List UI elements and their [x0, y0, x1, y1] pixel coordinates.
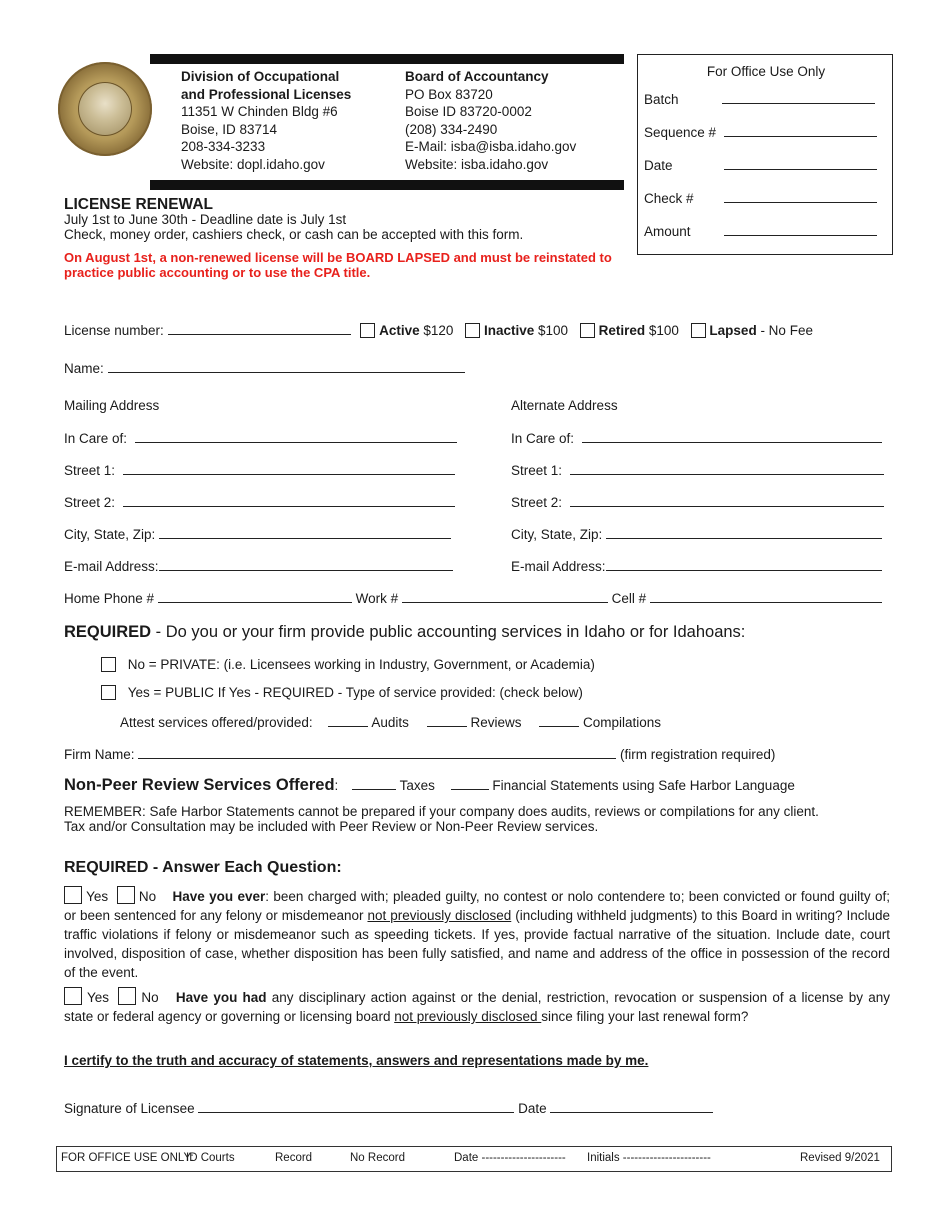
- board-name: Board of Accountancy: [405, 69, 549, 84]
- q1-lead: Have you ever: [172, 889, 266, 904]
- audits-input[interactable]: [328, 714, 368, 727]
- taxes-label: Taxes: [399, 778, 435, 793]
- q2-no-checkbox[interactable]: [118, 987, 136, 1005]
- footer-initials: Initials -----------------------: [587, 1152, 711, 1164]
- cell-phone-input[interactable]: [650, 590, 882, 603]
- street1-label: Street 1:: [64, 463, 116, 478]
- mailing-email-input[interactable]: [159, 558, 453, 571]
- home-phone-label: Home Phone #: [64, 591, 155, 606]
- q2-yes-checkbox[interactable]: [64, 987, 82, 1005]
- board-phone: (208) 334-2490: [405, 121, 498, 137]
- cell-phone-label: Cell #: [611, 591, 647, 606]
- lapsed-fee: - No Fee: [756, 323, 813, 338]
- financial-statements-label: Financial Statements using Safe Harbor Language: [492, 778, 795, 793]
- services-yes-checkbox[interactable]: [101, 685, 116, 700]
- office-field-line: [724, 157, 877, 170]
- office-field-sequence: [644, 124, 877, 140]
- office-field-line: [724, 223, 877, 236]
- questions-title: REQUIRED - Answer Each Question:: [64, 859, 342, 876]
- retired-checkbox[interactable]: [580, 323, 595, 338]
- alternate-city-input[interactable]: [606, 526, 882, 539]
- office-use-box: [637, 54, 893, 255]
- q1-text-part2: (including withheld judgments) to this Board in writing? Include traffic violations if felony or misdemeanor such as speeding tickets. If yes, provide factual narrative of the situation. Include date, court involved, disposition of case, whether disposition has been fully satisfied, and name and address of the office in possession of the record of the event.: [64, 908, 890, 980]
- financial-statements-input[interactable]: [451, 777, 489, 790]
- inactive-fee: $100: [534, 323, 569, 338]
- alternate-in-care-of-row: [511, 430, 882, 446]
- alternate-email-input[interactable]: [606, 558, 882, 571]
- office-field-label: Sequence #: [644, 125, 717, 140]
- signature-label: Signature of Licensee: [64, 1101, 195, 1116]
- services-question-text: - Do you or your firm provide public accounting services in Idaho or for Idahoans:: [151, 623, 746, 641]
- remember-line2: Tax and/or Consultation may be included with Peer Review or Non-Peer Review services.: [64, 819, 599, 834]
- footer-office-use-box: [56, 1146, 892, 1172]
- taxes-input[interactable]: [352, 777, 396, 790]
- inactive-label: Inactive: [483, 323, 535, 338]
- city-state-zip-label: City, State, Zip:: [511, 527, 603, 542]
- board-email: E-Mail: isba@isba.idaho.gov: [405, 139, 577, 154]
- office-field-label: Amount: [644, 224, 691, 239]
- email-label: E-mail Address:: [511, 559, 606, 574]
- footer-revised: Revised 9/2021: [800, 1152, 880, 1164]
- name-label: Name:: [64, 361, 104, 376]
- mailing-in-care-of-input[interactable]: [135, 430, 457, 443]
- license-number-input[interactable]: [168, 322, 351, 335]
- office-field-check: [644, 190, 877, 206]
- division-address: 11351 W Chinden Bldg #6: [181, 104, 338, 119]
- board-website: Website: isba.idaho.gov: [405, 156, 549, 172]
- renewal-title: LICENSE RENEWAL: [64, 196, 213, 213]
- division-website: Website: dopl.idaho.gov: [181, 156, 325, 172]
- renewal-warning-line2: practice public accounting or to use the CPA title.: [64, 264, 371, 280]
- mailing-street1-row: [64, 462, 455, 478]
- remember-line1: REMEMBER: Safe Harbor Statements cannot be prepared if your company does audits, reviews or compilations for any client.: [64, 804, 819, 819]
- mailing-city-input[interactable]: [159, 526, 451, 539]
- street2-label: Street 2:: [64, 495, 116, 510]
- city-state-zip-label: City, State, Zip:: [64, 527, 156, 542]
- alternate-city-row: [511, 526, 882, 542]
- firm-name-input[interactable]: [138, 746, 616, 759]
- footer-office-use-label: FOR OFFICE USE ONLY:: [61, 1152, 194, 1164]
- street1-label: Street 1:: [511, 463, 563, 478]
- division-name-line2: and Professional Licenses: [181, 86, 352, 102]
- office-field-line: [722, 91, 875, 104]
- division-contact-block: [181, 68, 351, 173]
- footer-id-courts: ID Courts: [186, 1152, 235, 1164]
- signature-input[interactable]: [198, 1100, 514, 1113]
- office-field-date: [644, 157, 877, 173]
- certify-statement: I certify to the truth and accuracy of statements, answers and representations made by me.: [64, 1053, 649, 1068]
- compilations-label: Compilations: [583, 715, 662, 730]
- alternate-street1-row: [511, 462, 884, 478]
- renewal-payment: Check, money order, cashiers check, or cash can be accepted with this form.: [64, 227, 524, 242]
- work-phone-label: Work #: [355, 591, 399, 606]
- signature-row: [64, 1100, 713, 1116]
- header-top-bar: [150, 54, 624, 64]
- audits-label: Audits: [371, 715, 409, 730]
- q1-text-part1: : been charged with; pleaded guilty, no contest or nolo contendere to; been convicted or found guilty of; or been sentenced for any felony or misdemeanor: [64, 889, 890, 923]
- q1-no-label: No: [138, 889, 157, 904]
- footer-record: Record: [275, 1152, 313, 1164]
- mailing-in-care-of-row: [64, 430, 457, 446]
- reviews-input[interactable]: [427, 714, 467, 727]
- active-fee: $120: [419, 323, 454, 338]
- q2-underlined: not previously disclosed: [394, 1009, 542, 1024]
- alternate-street2-input[interactable]: [570, 494, 884, 507]
- non-peer-title: Non-Peer Review Services Offered: [64, 776, 335, 794]
- firm-name-label: Firm Name:: [64, 747, 135, 762]
- footer-date: Date ----------------------: [454, 1152, 566, 1164]
- division-phone: 208-334-3233: [181, 139, 266, 154]
- firm-name-note: (firm registration required): [620, 747, 776, 762]
- lapsed-checkbox[interactable]: [691, 323, 706, 338]
- q2-text-part2: since filing your last renewal form?: [541, 1009, 749, 1024]
- header-bottom-bar: [150, 180, 624, 190]
- name-input[interactable]: [108, 360, 465, 373]
- services-no-row: [101, 657, 595, 672]
- office-field-label: Batch: [644, 92, 679, 107]
- q2-yes-label: Yes: [86, 990, 109, 1005]
- compilations-input[interactable]: [539, 714, 579, 727]
- attest-label: Attest services offered/provided:: [120, 715, 313, 730]
- signature-date-label: Date: [518, 1101, 547, 1116]
- alternate-in-care-of-input[interactable]: [582, 430, 882, 443]
- q2-text-part1: any disciplinary action against or the denial, restriction, revocation or suspension of a license by any state or federal agency or governing or licensing board: [64, 990, 890, 1024]
- office-field-amount: [644, 223, 877, 239]
- phone-row: [64, 590, 882, 606]
- non-peer-row: Non-Peer Review Services Offered: Taxes Financial Statements using Safe Harbor Language: [64, 776, 795, 794]
- in-care-of-label: In Care of:: [511, 431, 575, 446]
- renewal-period: July 1st to June 30th - Deadline date is July 1st: [64, 212, 347, 227]
- office-field-label: Check #: [644, 191, 694, 206]
- board-po-box: PO Box 83720: [405, 86, 493, 102]
- q1-no-checkbox[interactable]: [117, 886, 135, 904]
- license-row: [64, 322, 813, 338]
- mailing-address-title: Mailing Address: [64, 398, 160, 413]
- firm-name-row: [64, 746, 775, 762]
- lapsed-label: Lapsed: [709, 323, 757, 338]
- active-checkbox[interactable]: [360, 323, 375, 338]
- division-name-line1: Division of Occupational: [181, 69, 340, 84]
- office-field-line: [724, 190, 877, 203]
- email-label: E-mail Address:: [64, 559, 159, 574]
- renewal-warning-line1: On August 1st, a non-renewed license will be BOARD LAPSED and must be reinstated to: [64, 250, 612, 265]
- mailing-street2-row: [64, 494, 455, 510]
- renewal-info: [64, 212, 523, 242]
- q1-yes-label: Yes: [86, 889, 109, 904]
- alternate-street2-row: [511, 494, 884, 510]
- retired-label: Retired: [598, 323, 646, 338]
- services-question: [64, 623, 745, 642]
- inactive-checkbox[interactable]: [465, 323, 480, 338]
- services-no-checkbox[interactable]: [101, 657, 116, 672]
- services-yes-label: Yes = PUBLIC If Yes - REQUIRED - Type of service provided: (check below): [127, 685, 583, 700]
- question-1: [64, 886, 890, 982]
- footer-no-record: No Record: [350, 1152, 405, 1164]
- q1-yes-checkbox[interactable]: [64, 886, 82, 904]
- signature-date-input[interactable]: [550, 1100, 713, 1113]
- in-care-of-label: In Care of:: [64, 431, 128, 446]
- board-contact-block: [405, 68, 576, 173]
- home-phone-input[interactable]: [158, 590, 352, 603]
- board-city: Boise ID 83720-0002: [405, 104, 532, 119]
- office-field-label: Date: [644, 158, 673, 173]
- division-city: Boise, ID 83714: [181, 121, 278, 137]
- mailing-street2-input[interactable]: [123, 494, 455, 507]
- services-required-word: REQUIRED: [64, 623, 152, 641]
- alternate-email-row: [511, 558, 882, 574]
- name-row: [64, 360, 465, 376]
- services-no-label: No = PRIVATE: (i.e. Licensees working in Industry, Government, or Academia): [127, 657, 595, 672]
- office-field-line: [724, 124, 877, 137]
- office-field-batch: [644, 91, 875, 107]
- work-phone-input[interactable]: [402, 590, 608, 603]
- q2-no-label: No: [141, 990, 159, 1005]
- street2-label: Street 2:: [511, 495, 563, 510]
- active-label: Active: [379, 323, 420, 338]
- mailing-street1-input[interactable]: [123, 462, 455, 475]
- alternate-street1-input[interactable]: [570, 462, 884, 475]
- mailing-city-row: [64, 526, 451, 542]
- alternate-address-title: Alternate Address: [511, 398, 618, 413]
- q1-underlined: not previously disclosed: [367, 908, 512, 923]
- question-2: [64, 987, 890, 1026]
- retired-fee: $100: [645, 323, 679, 338]
- q2-lead: Have you had: [175, 990, 267, 1005]
- great-seal-of-idaho-icon: [58, 62, 152, 156]
- office-use-title: For Office Use Only: [706, 64, 826, 79]
- mailing-email-row: [64, 558, 453, 574]
- license-number-label: License number:: [64, 323, 164, 338]
- reviews-label: Reviews: [470, 715, 522, 730]
- services-yes-row: [101, 685, 583, 700]
- attest-row: [120, 714, 661, 730]
- renewal-warning: [64, 251, 612, 280]
- remember-note: [64, 804, 819, 834]
